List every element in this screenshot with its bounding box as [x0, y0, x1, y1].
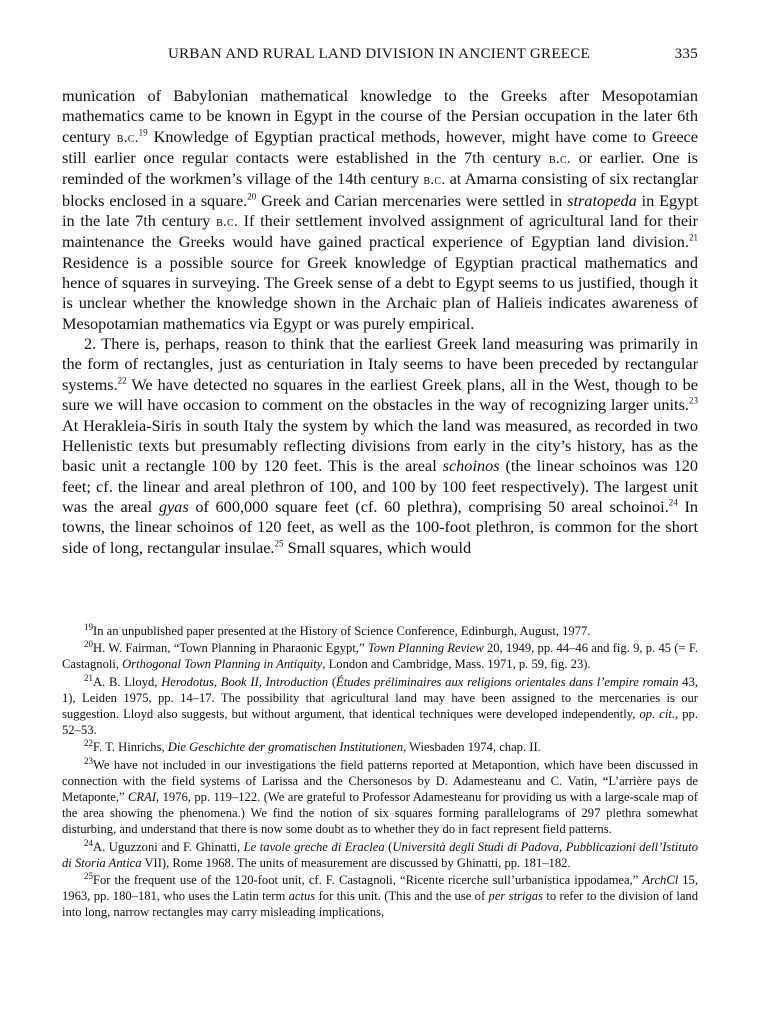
- italic-term: gyas: [158, 496, 189, 516]
- footnote-22: [62, 739, 698, 755]
- footnote-text: A. B. Lloyd,: [93, 674, 162, 689]
- cited-title: Études préliminaires aux religions orientales dans l’empire romain: [336, 674, 679, 689]
- footnote-25: [62, 872, 698, 921]
- text-run: Residence is a possible source for Greek knowledge of Egyptian practical mathematics and hence of squares in surveying. The Greek sense of a debt to Egypt seems to us justified, though it is unclear whether the knowledge shown in the Archaic plan of Halieis indicates awareness of Mesopotamian mathematics via Egypt or was purely empirical.: [62, 252, 698, 333]
- cited-abbrev: op. cit.: [639, 707, 676, 722]
- main-text: [62, 86, 698, 558]
- text-run: in Egypt in the late 7th century: [62, 190, 698, 231]
- era-abbrev: b.c.: [116, 129, 139, 146]
- footnote-ref-24: 24: [668, 497, 678, 508]
- text-run: At Herakleia-Siris in south Italy the system by which the land was measured, as recorded in two Hellenistic texts but presumably reflecting divisions from early in the city’s history, has as the basic unit a rectangle 100 by 120 feet. This is the areal: [62, 415, 698, 476]
- text-run: (the linear schoinos was 120 feet; cf. the linear and areal plethron of 100, and 100 by 100 feet respectively). The largest unit was the areal: [62, 456, 698, 516]
- paragraph-2: [62, 334, 698, 558]
- running-header: [62, 46, 698, 70]
- footnote-text: 15, 1963, pp. 180–181, who uses the Latin term: [62, 873, 699, 904]
- cited-title: Town Planning Review: [367, 641, 484, 656]
- footnote-text: (: [384, 839, 393, 854]
- footnote-text: (: [328, 674, 337, 689]
- footnote-text: For the frequent use of the 120-foot unit, cf. F. Castagnoli, “Ricente ricerche sull’urbanistica ippodamea,”: [93, 873, 643, 888]
- cited-title: ArchCl: [642, 873, 679, 888]
- footnote-text: A. Uguzzoni and F. Ghinatti,: [93, 839, 244, 854]
- footnote-text: 20, 1949, pp. 44–46 and fig. 9, p. 45 (= F. Castagnoli,: [62, 641, 698, 672]
- italic-term: stratopeda: [567, 190, 637, 210]
- page-number: 335: [674, 46, 698, 62]
- footnote-number: 19: [84, 621, 93, 632]
- footnote-number: 21: [84, 672, 93, 683]
- footnote-ref-21: 21: [689, 232, 698, 243]
- footnote-number: 24: [84, 837, 93, 848]
- footnote-24: [62, 839, 698, 871]
- text-run: at Amarna consisting of six rectanglar blocks enclosed in a square.: [62, 169, 698, 210]
- text-run: munication of Babylonian mathematical knowledge to the Greeks after Mesopotamian mathematics came to be known in Egypt in the course of the Persian occupation in the later 6th century: [62, 86, 698, 146]
- text-run: 2. There is, perhaps, reason to think that the earliest Greek land measuring was primarily in the form of rectangles, just as centuriation in Italy seems to have been preceded by rectangular systems.: [62, 334, 698, 394]
- footnote-text: VII), Rome 1968. The units of measurement are discussed by Ghinatti, pp. 181–182.: [141, 855, 571, 870]
- text-run: Knowledge of Egyptian practical methods, however, might have come to Greece still earlier once regular contacts were established in the 7th century: [62, 126, 698, 168]
- era-abbrev: b.c.: [549, 151, 571, 168]
- cited-title: Die Geschichte der gromatischen Institutionen: [167, 740, 404, 755]
- footnote-ref-19: 19: [138, 127, 148, 138]
- footnote-text: for this unit. (This and the use of: [315, 889, 489, 904]
- footnote-text: , 1976, pp. 119–122. (We are grateful to Professor Adamesteanu for providing us with a large-scale map of the area showing the phenomena.) We find the notion of six squares forming parallelograms of 297 plethra somewhat disturbing, and understand that there is now some doubt as to whether they do in fact represent field patterns.: [62, 790, 698, 837]
- footnote-19: [62, 623, 698, 639]
- cited-title: Herodotus, Book II, Introduction: [161, 674, 329, 689]
- text-run: Greek and Carian mercenaries were settled in: [256, 190, 568, 210]
- text-run: If their settlement involved assignment of agricultural land for their maintenance the Greeks would have gained practical experience of Egyptian land division.: [62, 211, 699, 252]
- cited-title: Le tavole greche di Eraclea: [243, 839, 385, 854]
- footnote-text: , Wiesbaden 1974, chap. II.: [403, 740, 541, 755]
- footnote-20: [62, 640, 698, 672]
- footnote-text: In an unpublished paper presented at the History of Science Conference, Edinburgh, August, 1977.: [93, 624, 591, 638]
- footnote-ref-22: 22: [117, 375, 127, 386]
- footnote-text: , pp. 52–53.: [62, 707, 698, 738]
- footnotes: [62, 623, 698, 921]
- cited-title: Orthogonal Town Planning in Antiquity: [122, 657, 323, 672]
- text-run: In towns, the linear schoinos of 120 feet, as well as the 100-foot plethron, is common for the short side of long, rectangular insulae.: [62, 496, 699, 557]
- italic-term: schoinos: [442, 456, 500, 476]
- footnote-ref-25: 25: [274, 538, 284, 549]
- cited-title: Università degli Studi di Padova, Pubblicazioni dell’Istituto di Storia Antica: [62, 839, 698, 870]
- footnote-23: [62, 757, 698, 838]
- footnote-text: to refer to the division of land into long, narrow rectangles may carry misleading implications,: [62, 889, 699, 920]
- footnote-ref-23: 23: [689, 395, 698, 406]
- footnote-number: 25: [84, 870, 93, 881]
- running-title: URBAN AND RURAL LAND DIVISION IN ANCIENT GREECE: [168, 46, 591, 62]
- footnote-text: We have not included in our investigations the field patterns reported at Metapontion, which have been discussed in connection with the field systems of Larissa and the Chersonesos by D. Adamesteanu and C. Vatin, “L’arrière pays de Metaponte,”: [62, 757, 698, 805]
- text-run: of 600,000 square feet (cf. 60 plethra), comprising 50 areal schoinoi.: [188, 496, 669, 516]
- footnote-number: 22: [84, 738, 93, 749]
- footnote-ref-20: 20: [247, 191, 257, 202]
- latin-term: per strigas: [488, 889, 543, 904]
- paragraph-1: [62, 86, 698, 334]
- footnote-text: , London and Cambridge, Mass. 1971, p. 59, fig. 23).: [322, 657, 591, 672]
- text-run: or earlier. One is reminded of the workmen’s village of the 14th century: [62, 148, 698, 189]
- latin-term: actus: [288, 889, 316, 904]
- text-run: Small squares, which would: [283, 537, 472, 557]
- cited-title: CRAI: [128, 790, 157, 805]
- text-run: We have detected no squares in the earliest Greek plans, all in the West, though to be sure we will have occasion to comment on the obstacles in the way of recognizing larger units.: [62, 374, 698, 415]
- footnote-number: 20: [84, 639, 93, 650]
- era-abbrev: b.c.: [423, 172, 446, 189]
- footnote-21: [62, 674, 698, 739]
- footnote-text: H. W. Fairman, “Town Planning in Pharaonic Egypt,”: [93, 641, 368, 656]
- footnote-number: 23: [84, 755, 93, 766]
- footnote-text: F. T. Hinrichs,: [93, 740, 168, 755]
- footnote-text: 43, 1), Leiden 1975, pp. 14–17. The possibility that agricultural land may have been assigned to the mercenaries is our suggestion. Lloyd also suggests, but without argument, that identical techniques were developed independently,: [62, 674, 699, 722]
- era-abbrev: b.c.: [216, 214, 238, 231]
